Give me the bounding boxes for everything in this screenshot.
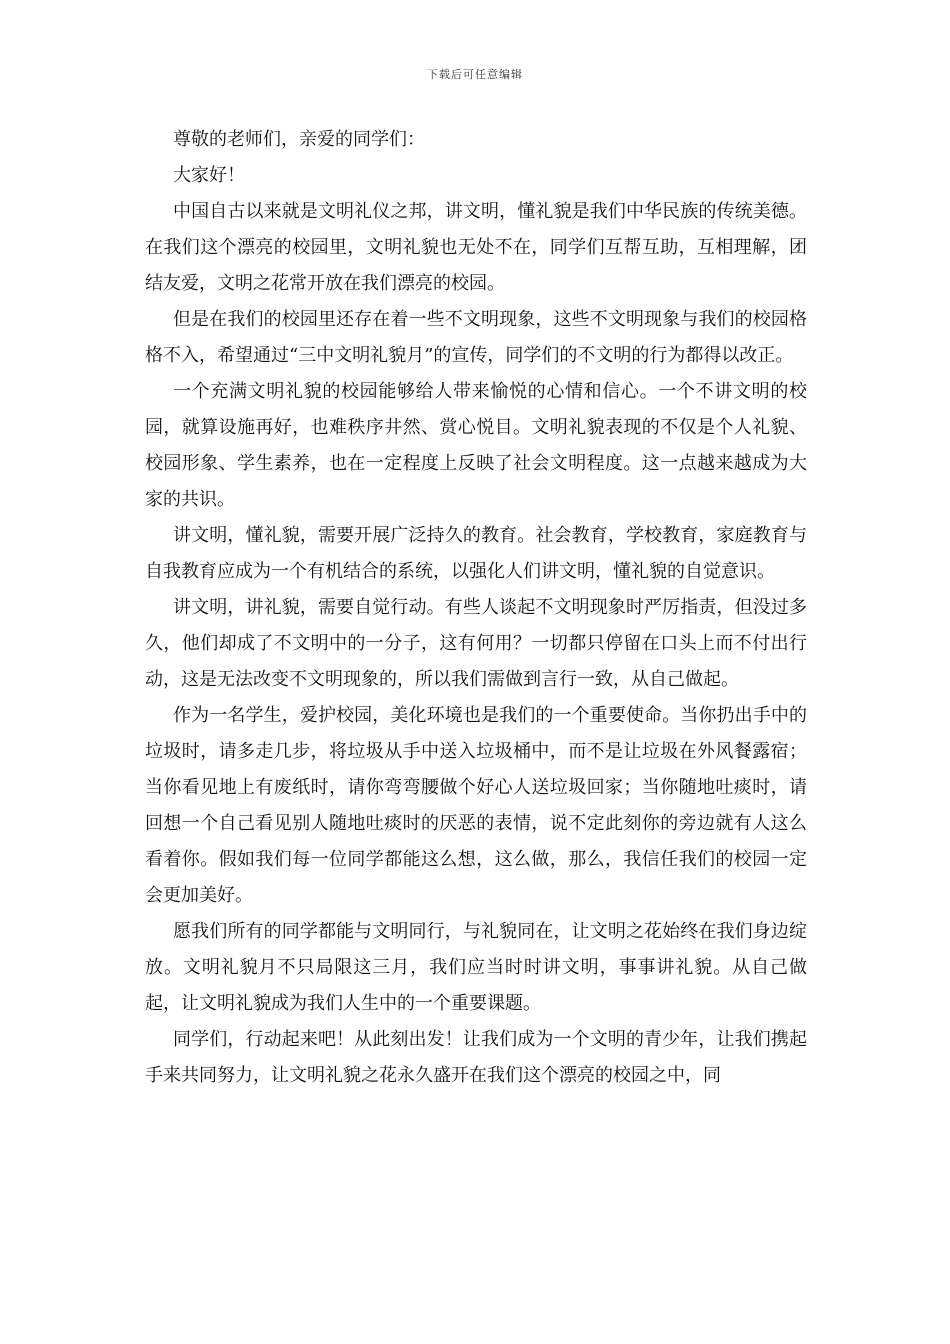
paragraph: 但是在我们的校园里还存在着一些不文明现象，这些不文明现象与我们的校园格格不入，希望通过“三中文明礼貌月”的宣传，同学们的不文明的行为都得以改正。 — [145, 309, 807, 366]
paragraph: 讲文明，懂礼貌，需要开展广泛持久的教育。社会教育，学校教育，家庭教育与自我教育应成为一个有机结合的系统，以强化人们讲文明，懂礼貌的自觉意识。 — [145, 525, 807, 582]
speech-body — [145, 122, 807, 1094]
paragraph: 中国自古以来就是文明礼仪之邦，讲文明，懂礼貌是我们中华民族的传统美德。在我们这个漂亮的校园里，文明礼貌也无处不在，同学们互帮互助，互相理解，团结友爱，文明之花常开放在我们漂亮的校园。 — [145, 201, 807, 294]
paragraph: 讲文明，讲礼貌，需要自觉行动。有些人谈起不文明现象时严厉指责，但没过多久，他们却成了不文明中的一分子，这有何用？一切都只停留在口头上而不付出行动，这是无法改变不文明现象的，所以我们需做到言行一致，从自己做起。 — [145, 597, 807, 690]
paragraph: 一个充满文明礼貌的校园能够给人带来愉悦的心情和信心。一个不讲文明的校园，就算设施再好，也难秩序井然、赏心悦目。文明礼貌表现的不仅是个人礼貌、校园形象、学生素养，也在一定程度上反映了社会文明程度。这一点越来越成为大家的共识。 — [145, 381, 807, 510]
paragraph: 愿我们所有的同学都能与文明同行，与礼貌同在，让文明之花始终在我们身边绽放。文明礼貌月不只局限这三月，我们应当时时讲文明，事事讲礼貌。从自己做起，让文明礼貌成为我们人生中的一个重要课题。 — [145, 921, 807, 1014]
salutation: 尊敬的老师们，亲爱的同学们： — [173, 129, 425, 150]
greeting: 大家好！ — [173, 165, 245, 186]
header-note: 下载后可任意编辑 — [427, 68, 523, 81]
paragraph: 作为一名学生，爱护校园，美化环境也是我们的一个重要使命。当你扔出手中的垃圾时，请多走几步，将垃圾从手中送入垃圾桶中，而不是让垃圾在外风餐露宿；当你看见地上有废纸时，请你弯弯腰做个好心人送垃圾回家；当你随地吐痰时，请回想一个自己看见别人随地吐痰时的厌恶的表情，说不定此刻你的旁边就有人这么看着你。假如我们每一位同学都能这么想，这么做，那么，我信任我们的校园一定会更加美好。 — [145, 705, 807, 906]
paragraph: 同学们，行动起来吧！从此刻出发！让我们成为一个文明的青少年，让我们携起手来共同努力，让文明礼貌之花永久盛开在我们这个漂亮的校园之中，同 — [145, 1029, 807, 1086]
